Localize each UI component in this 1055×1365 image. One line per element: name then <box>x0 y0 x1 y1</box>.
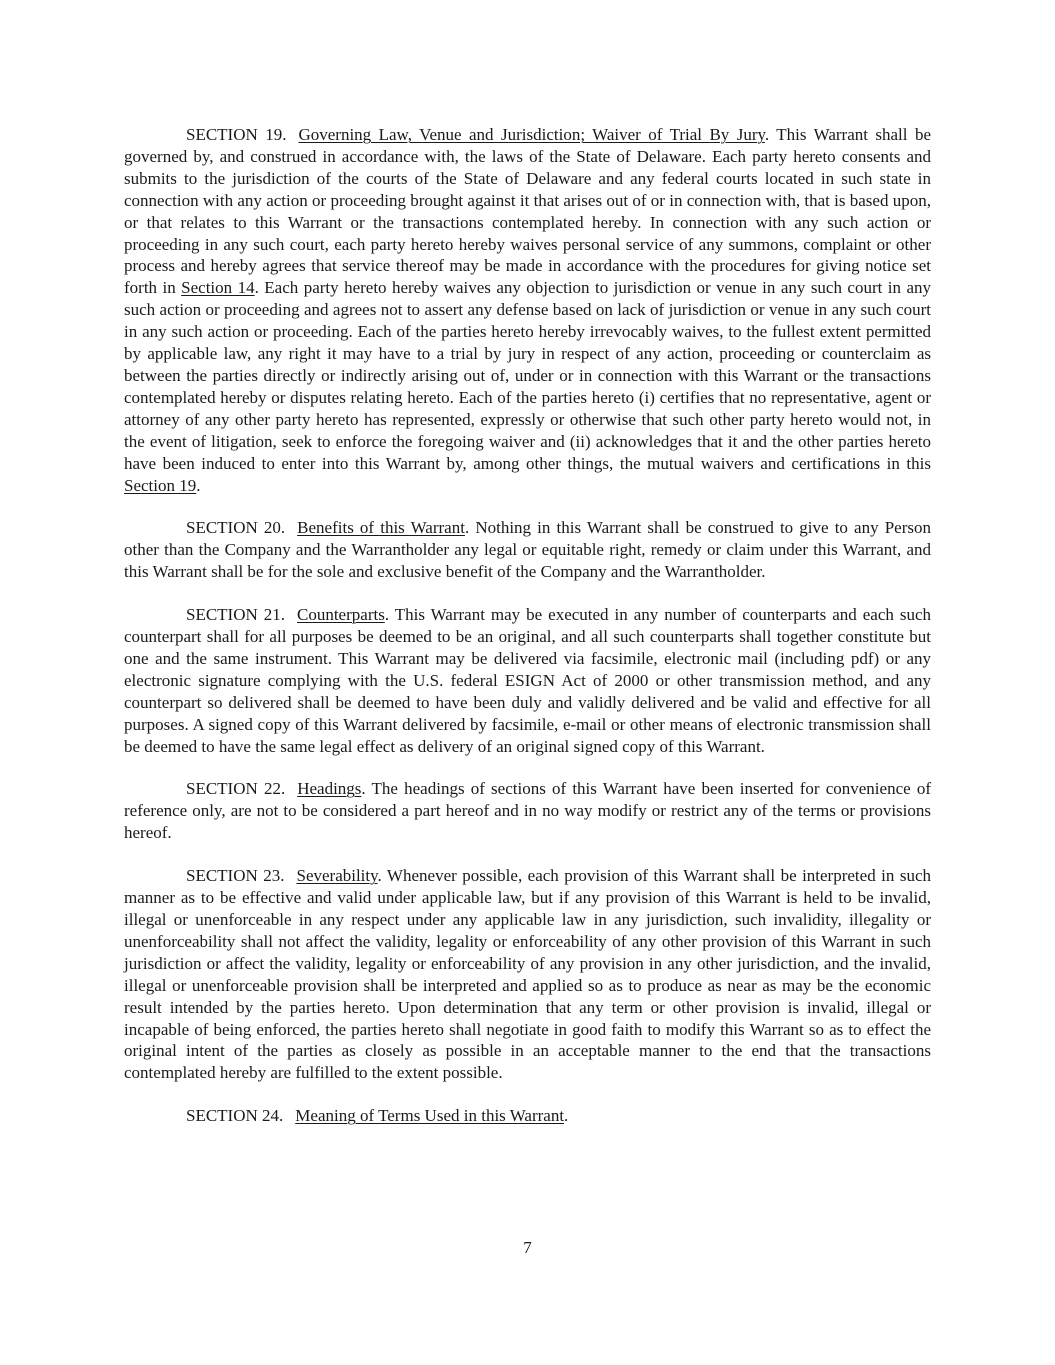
section-body: . Whenever possible, each provision of this Warrant shall be interpreted in such manner as to be effective and valid under applicable law, but if any provision of this Warrant is held to be invalid, illegal or unenforceable in any respect under any applicable law in any jurisdiction, such invalidity, illegality or unenforceability shall not affect the validity, legality or enforceability of any other provision of this Warrant in such jurisdiction or affect the validity, legality or enforceability of any provision in any other jurisdiction, and the invalid, illegal or unenforceable provision shall be interpreted and applied so as to produce as near as may be the economic result intended by the parties hereto. Upon determination that any term or other provision is invalid, illegal or incapable of being enforced, the parties hereto shall negotiate in good faith to modify this Warrant so as to effect the original intent of the parties as closely as possible in an acceptable manner to the end that the transactions contemplated hereby are fulfilled to the extent possible. <box>124 866 931 1083</box>
section-body: . <box>564 1106 569 1126</box>
cross-reference: Section 19 <box>124 475 197 495</box>
section-22 <box>124 778 931 844</box>
section-title: Benefits of this Warrant <box>297 518 465 538</box>
section-21 <box>124 604 931 757</box>
section-body: . The headings of sections of this Warrant have been inserted for convenience of reference only, are not to be considered a part hereof and in no way modify or restrict any of the terms or provisions hereof. <box>124 779 931 843</box>
section-19 <box>124 124 931 496</box>
page-number: 7 <box>523 1238 532 1257</box>
section-title: Governing Law, Venue and Jurisdiction; Waiver of Trial By Jury <box>298 125 765 144</box>
section-body: . <box>196 475 201 495</box>
section-24 <box>124 1105 931 1127</box>
section-20 <box>124 517 931 583</box>
cross-reference: Section 14 <box>181 278 255 298</box>
section-label: SECTION 20. <box>186 518 286 538</box>
section-label: SECTION 21. <box>186 605 285 625</box>
section-label: SECTION 23. <box>186 866 285 886</box>
section-title: Headings <box>297 779 362 799</box>
section-body: . Nothing in this Warrant shall be construed to give to any Person other than the Company and the Warrantholder any legal or equitable right, remedy or claim under this Warrant, and this Warrant shall be for the sole and exclusive benefit of the Company and the Warrantholder. <box>124 518 932 582</box>
section-23 <box>124 865 931 1084</box>
section-label: SECTION 24. <box>186 1106 284 1126</box>
section-title: Meaning of Terms Used in this Warrant <box>295 1106 565 1126</box>
section-body: . This Warrant may be executed in any number of counterparts and each such counterpart shall for all purposes be deemed to be an original, and all such counterparts shall together constitute but one and the same instrument. This Warrant may be delivered via facsimile, electronic mail (including pdf) or any electronic signature complying with the U.S. federal ESIGN Act of 2000 or other transmission method, and any counterpart so delivered shall be deemed to have been duly and validly delivered and be valid and effective for all purposes. A signed copy of this Warrant delivered by facsimile, e-mail or other means of electronic transmission shall be deemed to have the same legal effect as delivery of an original signed copy of this Warrant. <box>124 605 931 756</box>
section-body: . Each party hereto hereby waives any objection to jurisdiction or venue in any such court in any such action or proceeding and agrees not to assert any defense based on lack of jurisdiction or venue in any such court in any such action or proceeding. Each of the parties hereto hereby irrevocably waives, to the fullest extent permitted by applicable law, any right it may have to a trial by jury in respect of any action, proceeding or counterclaim as between the parties directly or indirectly arising out of, under or in connection with this Warrant or the transactions contemplated hereby or disputes relating hereto. Each of the parties hereto (i) certifies that no representative, agent or attorney of any other party hereto has represented, expressly or otherwise that such other party hereto would not, in the event of litigation, seek to enforce the foregoing waiver and (ii) acknowledges that it and the other parties hereto have been induced to enter into this Warrant by, among other things, the mutual waivers and certifications in this <box>124 278 931 473</box>
section-label: SECTION 22. <box>186 779 286 799</box>
section-title: Severability <box>296 866 378 886</box>
section-body: . This Warrant shall be governed by, and construed in accordance with, the laws of the State of Delaware. Each party hereto consents and submits to the jurisdiction of the courts of the State of Delaware and any federal courts located in such state in connection with any action or proceeding brought against it that arises out of or in connection with, that is based upon, or that relates to this Warrant or the transactions contemplated hereby. In connection with any such action or proceeding in any such court, each party hereto hereby waives personal service of any summons, complaint or other process and hereby agrees that service thereof may be made in accordance with the procedures for giving notice set forth in <box>124 125 931 298</box>
document-page <box>124 124 931 1148</box>
section-title: Counterparts <box>297 605 385 625</box>
section-label: SECTION 19. <box>186 125 287 144</box>
